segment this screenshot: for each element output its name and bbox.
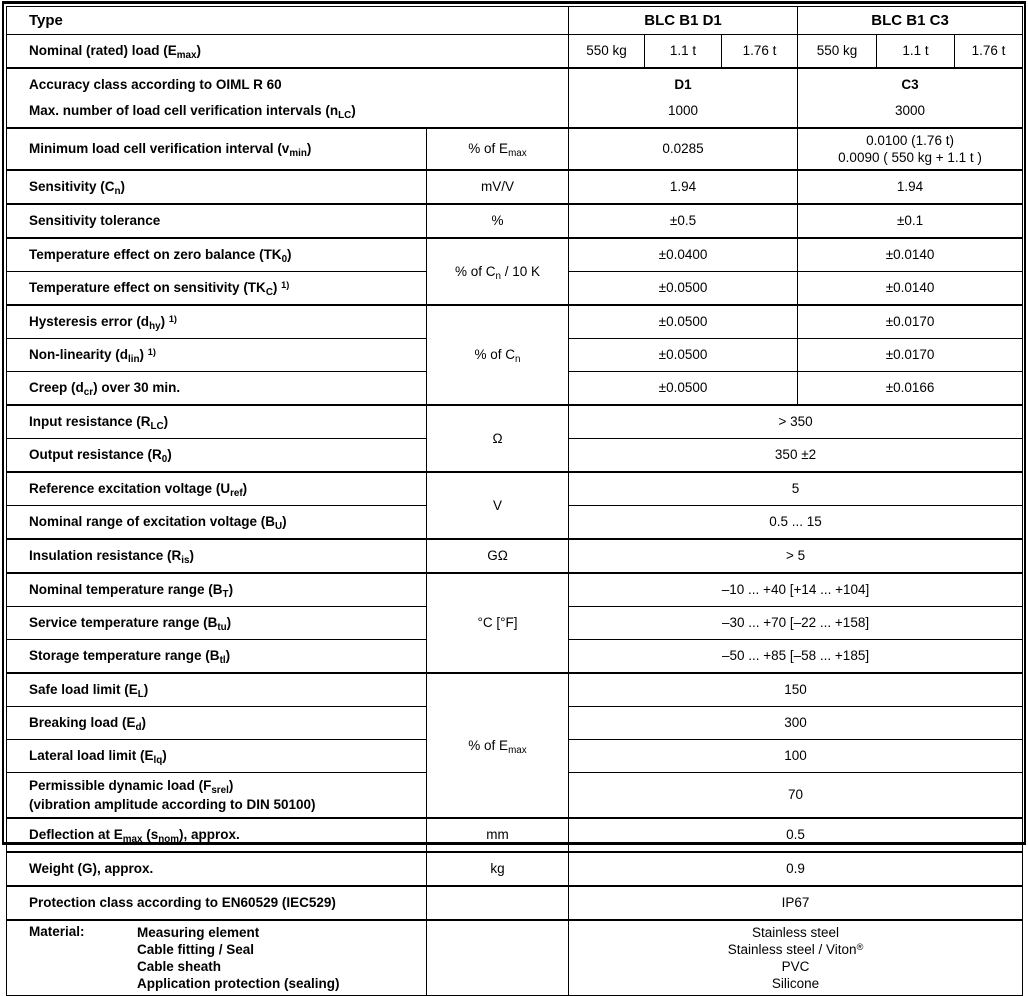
row-temp-effect-zero (7, 238, 1023, 272)
sensitivity-d1: 1.94 (569, 170, 798, 204)
row-reference-voltage (7, 472, 1023, 506)
sensitivity-c3: 1.94 (798, 170, 1023, 204)
material-value-application-protection: Silicone (771, 976, 820, 991)
material-unit-empty (427, 920, 569, 996)
temp-nominal-value: –10 ... +40 [+14 ... +104] (569, 573, 1023, 607)
min-verification-unit: % of $E_{max}$ (427, 128, 569, 170)
header-type-label: Type (7, 7, 569, 35)
temp-storage-label: Storage temperature range $(B_{tl})$ (7, 640, 427, 674)
temp-service-label: Service temperature range $(B_{tu})$ (7, 607, 427, 640)
deflection-label: Deflection at $E_{max}$ $(s_{nom})$, approx. (7, 818, 427, 852)
material-item-cable-fitting: Cable fitting / Seal (137, 942, 255, 957)
material-label-cell (7, 920, 427, 996)
spec-table (6, 6, 1023, 996)
temp-effect-zero-d1: ±0.0400 (569, 238, 798, 272)
sensitivity-tolerance-unit: % (427, 204, 569, 238)
material-value-cable-sheath: PVC (781, 959, 810, 974)
sensitivity-tolerance-c3: ±0.1 (798, 204, 1023, 238)
nominal-load-c3-550: 550 kg (798, 35, 877, 69)
temp-effect-zero-label: Temperature effect on zero balance $(TK_0)$ (7, 238, 427, 272)
load-limits-unit: % of $E_{max}$ (427, 673, 569, 818)
insulation-unit: GΩ (427, 539, 569, 573)
deflection-value: 0.5 (569, 818, 1023, 852)
hysteresis-label: Hysteresis error $(d_{hy})$ $^{1)}$ (7, 305, 427, 339)
temp-nominal-label: Nominal temperature range $(B_T)$ (7, 573, 427, 607)
sensitivity-label: Sensitivity $(C_n)$ (7, 170, 427, 204)
max-intervals-label: Max. number of load cell verification intervals $(n_{LC})$ (29, 103, 356, 121)
reference-voltage-label: Reference excitation voltage $(U_{ref})$ (7, 472, 427, 506)
dynamic-load-label-line1: Permissible dynamic load $(F_{srel})$ (29, 778, 234, 796)
safe-load-label: Safe load limit $(E_L)$ (7, 673, 427, 707)
min-verification-c3-line2: 0.0090 ( 550 kg + 1.1 t ) (838, 150, 982, 165)
nominal-load-c3-176t: 1.76 t (955, 35, 1023, 69)
material-value-cable-fitting: Stainless steel / Viton® (727, 942, 864, 957)
accuracy-c3-cell (798, 68, 1023, 128)
material-values-cell (569, 920, 1023, 996)
table-frame (2, 1, 1026, 991)
row-sensitivity-tolerance (7, 204, 1023, 238)
sensitivity-tolerance-d1: ±0.5 (569, 204, 798, 238)
row-protection (7, 886, 1023, 920)
min-verification-label: Minimum load cell verification interval $(v_{min})$ (7, 128, 427, 170)
material-label-layout (29, 924, 418, 992)
accuracy-class-label: Accuracy class according to OIML R 60 (29, 77, 282, 92)
creep-label: Creep $(d_{cr})$ over 30 min. (7, 372, 427, 406)
protection-label: Protection class according to EN60529 (IEC529) (7, 886, 427, 920)
temperature-unit: °C [°F] (427, 573, 569, 673)
row-nominal-load (7, 35, 1023, 69)
deflection-unit: mm (427, 818, 569, 852)
protection-unit-empty (427, 886, 569, 920)
resistance-unit: Ω (427, 405, 569, 472)
dynamic-load-label-cell (7, 773, 427, 819)
output-resistance-label: Output resistance $(R_0)$ (7, 439, 427, 473)
nominal-load-d1-1t: 1.1 t (645, 35, 722, 69)
row-material (7, 920, 1023, 996)
breaking-load-label: Breaking load $(E_d)$ (7, 707, 427, 740)
row-hysteresis (7, 305, 1023, 339)
nonlinearity-label: Non-linearity $(d_{lin})$ $^{1)}$ (7, 339, 427, 372)
min-verification-c3-cell (798, 128, 1023, 170)
protection-value: IP67 (569, 886, 1023, 920)
accuracy-d1-intervals: 1000 (667, 103, 699, 118)
material-item-application-protection: Application protection (sealing) (137, 976, 340, 991)
input-resistance-label: Input resistance $(R_{LC})$ (7, 405, 427, 439)
material-values (573, 924, 1018, 992)
material-value-measuring-element: Stainless steel (752, 925, 840, 940)
row-weight (7, 852, 1023, 886)
weight-unit: kg (427, 852, 569, 886)
excitation-range-label: Nominal range of excitation voltage $(B_U)$ (7, 506, 427, 540)
safe-load-value: 150 (569, 673, 1023, 707)
creep-d1: ±0.0500 (569, 372, 798, 406)
excitation-range-value: 0.5 ... 15 (569, 506, 1023, 540)
nominal-load-c3-1t: 1.1 t (877, 35, 955, 69)
temp-effect-sens-label: Temperature effect on sensitivity $(TK_C)$ $^{1)}$ (7, 272, 427, 306)
reference-voltage-value: 5 (569, 472, 1023, 506)
nominal-load-d1-176t: 1.76 t (722, 35, 798, 69)
temp-effect-sens-c3: ±0.0140 (798, 272, 1023, 306)
weight-value: 0.9 (569, 852, 1023, 886)
accuracy-c3-class: C3 (901, 77, 919, 92)
dynamic-load-value: 70 (569, 773, 1023, 819)
temp-storage-value: –50 ... +85 [–58 ... +185] (569, 640, 1023, 674)
breaking-load-value: 300 (569, 707, 1023, 740)
input-resistance-value: > 350 (569, 405, 1023, 439)
nonlinearity-d1: ±0.0500 (569, 339, 798, 372)
temp-effect-zero-c3: ±0.0140 (798, 238, 1023, 272)
cn-group-unit: % of $C_n$ (427, 305, 569, 405)
nonlinearity-c3: ±0.0170 (798, 339, 1023, 372)
material-title: Material: (29, 924, 85, 939)
accuracy-d1-class: D1 (674, 77, 692, 92)
insulation-label: Insulation resistance $(R_{is})$ (7, 539, 427, 573)
nominal-load-label: Nominal (rated) load $(E_{max})$ (7, 35, 569, 69)
creep-c3: ±0.0166 (798, 372, 1023, 406)
output-resistance-value: 350 ±2 (569, 439, 1023, 473)
row-safe-load (7, 673, 1023, 707)
hysteresis-d1: ±0.0500 (569, 305, 798, 339)
material-item-measuring-element: Measuring element (137, 925, 260, 940)
temp-service-value: –30 ... +70 [–22 ... +158] (569, 607, 1023, 640)
row-input-resistance (7, 405, 1023, 439)
header-model-c3: BLC B1 C3 (798, 7, 1023, 35)
row-header (7, 7, 1023, 35)
temp-effect-sens-d1: ±0.0500 (569, 272, 798, 306)
row-sensitivity (7, 170, 1023, 204)
row-accuracy (7, 68, 1023, 128)
min-verification-d1: 0.0285 (569, 128, 798, 170)
row-temp-nominal (7, 573, 1023, 607)
insulation-value: > 5 (569, 539, 1023, 573)
hysteresis-c3: ±0.0170 (798, 305, 1023, 339)
sensitivity-tolerance-label: Sensitivity tolerance (7, 204, 427, 238)
accuracy-label-cell (7, 68, 569, 128)
accuracy-d1-cell (569, 68, 798, 128)
min-verification-c3-line1: 0.0100 (1.76 t) (866, 133, 954, 148)
row-insulation (7, 539, 1023, 573)
temp-effect-unit: % of $C_n / 10$ K (427, 238, 569, 305)
excitation-unit: V (427, 472, 569, 539)
accuracy-c3-intervals: 3000 (895, 103, 926, 118)
lateral-load-label: Lateral load limit $(E_{lq})$ (7, 740, 427, 773)
header-model-d1: BLC B1 D1 (569, 7, 798, 35)
material-item-cable-sheath: Cable sheath (137, 959, 222, 974)
lateral-load-value: 100 (569, 740, 1023, 773)
dynamic-load-label-line2: (vibration amplitude according to DIN 50100) (29, 797, 316, 812)
nominal-load-d1-550: 550 kg (569, 35, 645, 69)
weight-label: Weight (G), approx. (7, 852, 427, 886)
material-items (137, 924, 340, 992)
row-min-verification (7, 128, 1023, 170)
sensitivity-unit: mV/V (427, 170, 569, 204)
